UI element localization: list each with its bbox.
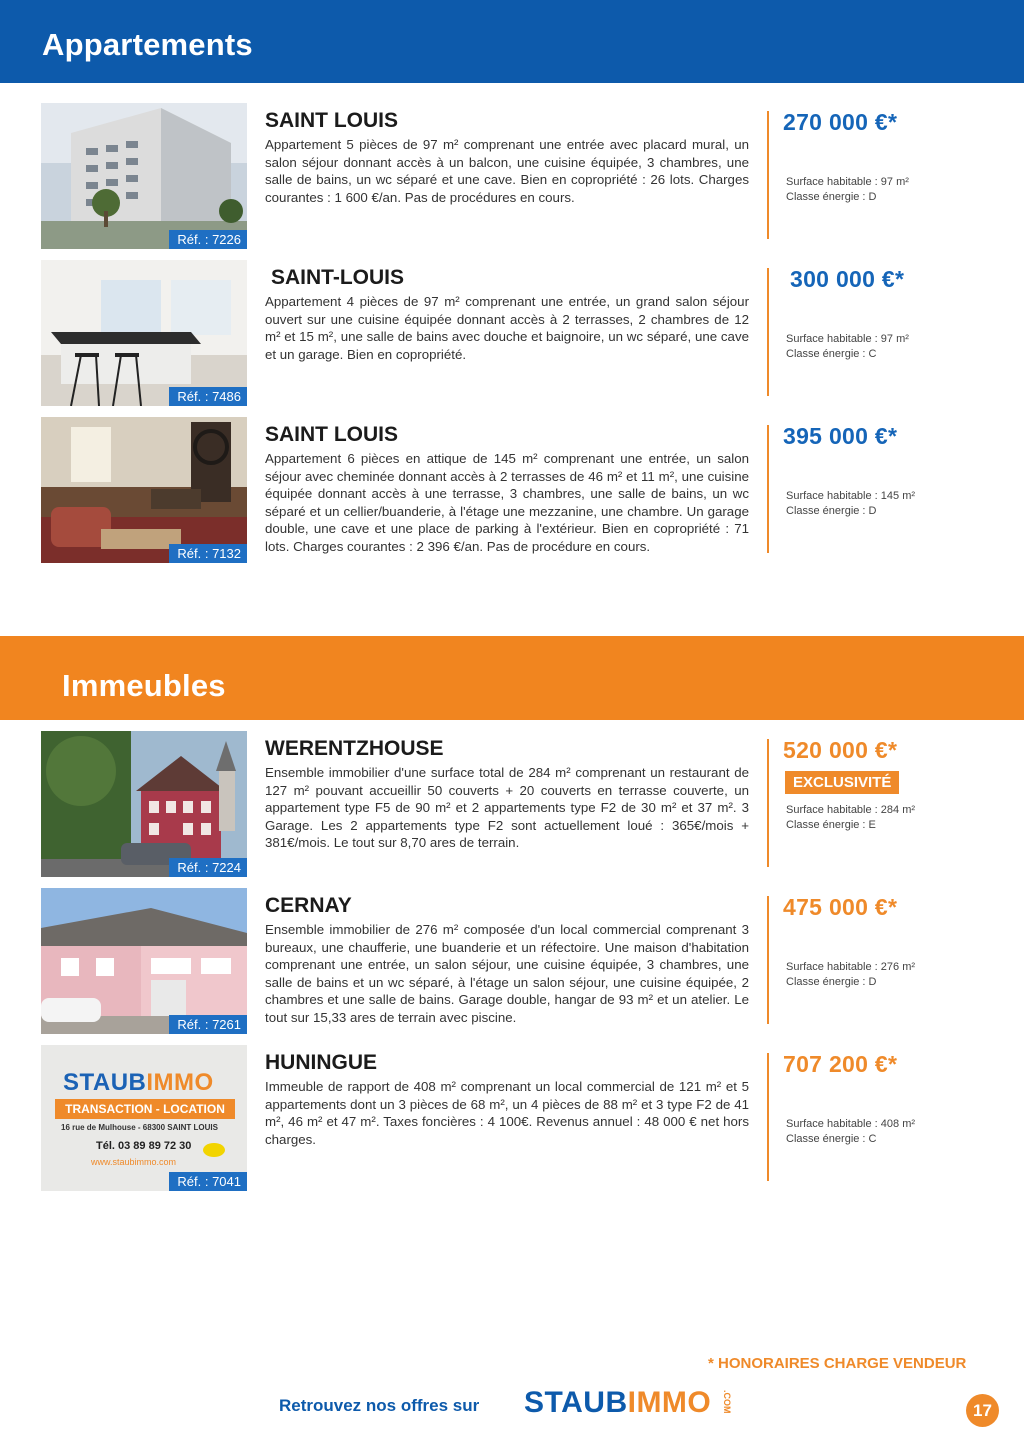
surface-text: Surface habitable : 284 m² xyxy=(786,804,916,816)
energy-class: Classe énergie : C xyxy=(786,1133,877,1145)
listing-info xyxy=(786,1117,915,1147)
listing-price: 300 000 €* xyxy=(790,266,905,292)
property-photo[interactable] xyxy=(41,260,247,406)
listing-title: CERNAY xyxy=(265,894,352,917)
agency-logo: STAUBIMMO xyxy=(63,1069,214,1096)
listing-card[interactable] xyxy=(0,888,1024,1034)
listing-info xyxy=(786,960,915,990)
listing-title: SAINT-LOUIS xyxy=(271,266,405,289)
energy-class: Classe énergie : D xyxy=(786,976,877,988)
reference-label: Réf. : 7261 xyxy=(169,1015,247,1034)
listing-description: Ensemble immobilier de 276 m² composée d'un local commercial comprenant 3 bureaux, une chaufferie, une buanderie et un réfectoire. Une maison d'habitation comprenant une entrée, un salon séjour, une cuisine équipée, 3 chambres, une salle de bains et un wc séparé, à l'étage un salon séjour, une cuisine équipée, 2 chambres et une salle de bains. Garage double, hangar de 93 m² et un atelier. Le tout sur 15,33 ares de terrain avec piscine. xyxy=(265,922,749,1025)
energy-class: Classe énergie : C xyxy=(786,348,877,360)
listing-description: Appartement 6 pièces en attique de 145 m² comprenant une entrée, un salon séjour avec cheminée donnant accès à 2 terrasses de 46 m² et 11 m², une cuisine équipée donnant accès à une terrasse, 3 chambres, une salle de bains, un wc séparé et un cellier/buanderie, à l'étage une mezzanine, une chambre. Un garage double, une cave et une place de parking à l'extérieur. Bien en copropriété : 71 lots. Charges courantes : 2 396 €/an. Pas de procédure en cours. xyxy=(265,451,749,554)
exclusivity-badge: EXCLUSIVITÉ xyxy=(785,771,899,794)
listing-title: HUNINGUE xyxy=(265,1051,378,1074)
listing-price: 270 000 €* xyxy=(783,109,898,135)
listing-title: SAINT LOUIS xyxy=(265,423,399,446)
listing-description: Ensemble immobilier d'une surface total de 284 m² comprenant un restaurant de 127 m² pouvant accueillir 50 couverts + 20 couverts en terrasse couverte, un appartement type F5 de 90 m² et 2 appartements type F2 de 30 m² et 37 m². 3 Garage. Les 2 appartements type F2 sont actuellement loué : 365€/mois + 381€/mois. Le tout sur 8,70 ares de terrain. xyxy=(265,765,749,851)
property-photo[interactable] xyxy=(41,888,247,1034)
listing-description: Immeuble de rapport de 408 m² comprenant un local commercial de 121 m² et 5 appartements dont un 3 pièces de 68 m², un 4 pièces de 88 m² et 3 type F2 de 41 m², 46 m² et 47 m². Taxes foncières : 4 100€. Revenus annuel : 48 000 € net hors charges. xyxy=(265,1079,749,1147)
property-photo[interactable] xyxy=(41,103,247,249)
listing-card[interactable] xyxy=(0,103,1024,249)
listing-info xyxy=(786,332,909,362)
listing-card[interactable] xyxy=(0,417,1024,563)
listing-title: SAINT LOUIS xyxy=(265,109,399,132)
section-title: Immeubles xyxy=(62,668,226,703)
section-header-buildings xyxy=(0,636,1024,720)
energy-class: Classe énergie : E xyxy=(786,819,876,831)
section-title: Appartements xyxy=(42,27,253,62)
listing-info xyxy=(786,175,909,205)
listing-price: 395 000 €* xyxy=(783,423,898,449)
divider xyxy=(767,425,769,553)
footer-cta: Retrouvez nos offres sur xyxy=(279,1396,480,1415)
reference-label: Réf. : 7226 xyxy=(169,230,247,249)
surface-text: Surface habitable : 97 m² xyxy=(786,333,909,345)
listing-card[interactable] xyxy=(0,731,1024,877)
listing-price: 707 200 €* xyxy=(783,1051,898,1077)
agency-website: www.staubimmo.com xyxy=(91,1157,177,1167)
agency-phone: Tél. 03 89 89 72 30 xyxy=(96,1140,192,1152)
fees-footnote: * HONORAIRES CHARGE VENDEUR xyxy=(708,1355,967,1372)
listing-price: 475 000 €* xyxy=(783,894,898,920)
divider xyxy=(767,896,769,1024)
listing-title: WERENTZHOUSE xyxy=(265,737,444,760)
listing-card[interactable] xyxy=(0,260,1024,406)
listing-price: 520 000 €* xyxy=(783,737,898,763)
surface-text: Surface habitable : 145 m² xyxy=(786,490,916,502)
property-photo[interactable] xyxy=(41,731,247,877)
badge-icon xyxy=(203,1143,225,1157)
divider xyxy=(767,1053,769,1181)
logo-suffix: .COM xyxy=(722,1390,732,1414)
surface-text: Surface habitable : 97 m² xyxy=(786,176,909,188)
agency-card-image[interactable] xyxy=(41,1045,247,1191)
section-header-apartments xyxy=(0,0,1024,83)
footer-logo[interactable]: STAUBIMMO .COM xyxy=(524,1386,732,1419)
surface-text: Surface habitable : 408 m² xyxy=(786,1118,916,1130)
property-photo[interactable] xyxy=(41,417,247,563)
divider xyxy=(767,739,769,867)
listing-info xyxy=(786,489,915,519)
reference-label: Réf. : 7486 xyxy=(169,387,247,406)
listing-description: Appartement 5 pièces de 97 m² comprenant une entrée avec placard mural, un salon séjour donnant accès à un balcon, une cuisine équipée, 3 chambres, une salle de bains, un wc séparé et une cave. Bien en copropriété : 26 lots. Charges courantes : 1 600 €/an. Pas de procédures en cours. xyxy=(265,137,749,205)
energy-class: Classe énergie : D xyxy=(786,191,877,203)
divider xyxy=(767,268,769,396)
listing-card[interactable] xyxy=(0,1045,1024,1191)
surface-text: Surface habitable : 276 m² xyxy=(786,961,916,973)
energy-class: Classe énergie : D xyxy=(786,505,877,517)
agency-address: 16 rue de Mulhouse - 68300 SAINT LOUIS xyxy=(61,1123,218,1132)
reference-label: Réf. : 7041 xyxy=(169,1172,247,1191)
reference-label: Réf. : 7224 xyxy=(169,858,247,877)
divider xyxy=(767,111,769,239)
listing-info xyxy=(786,803,915,833)
listing-description: Appartement 4 pièces de 97 m² comprenant une entrée, un grand salon séjour ouvert sur une cuisine équipée donnant accès à 2 terrasses, 2 chambres de 12 m² et 15 m², une salle de bains avec douche et baignoire, un wc séparé, une cave et un garage. Bien en copropriété. xyxy=(265,294,749,362)
page-number: 17 xyxy=(966,1394,999,1427)
reference-label: Réf. : 7132 xyxy=(169,544,247,563)
agency-tagline: TRANSACTION - LOCATION xyxy=(55,1099,235,1119)
